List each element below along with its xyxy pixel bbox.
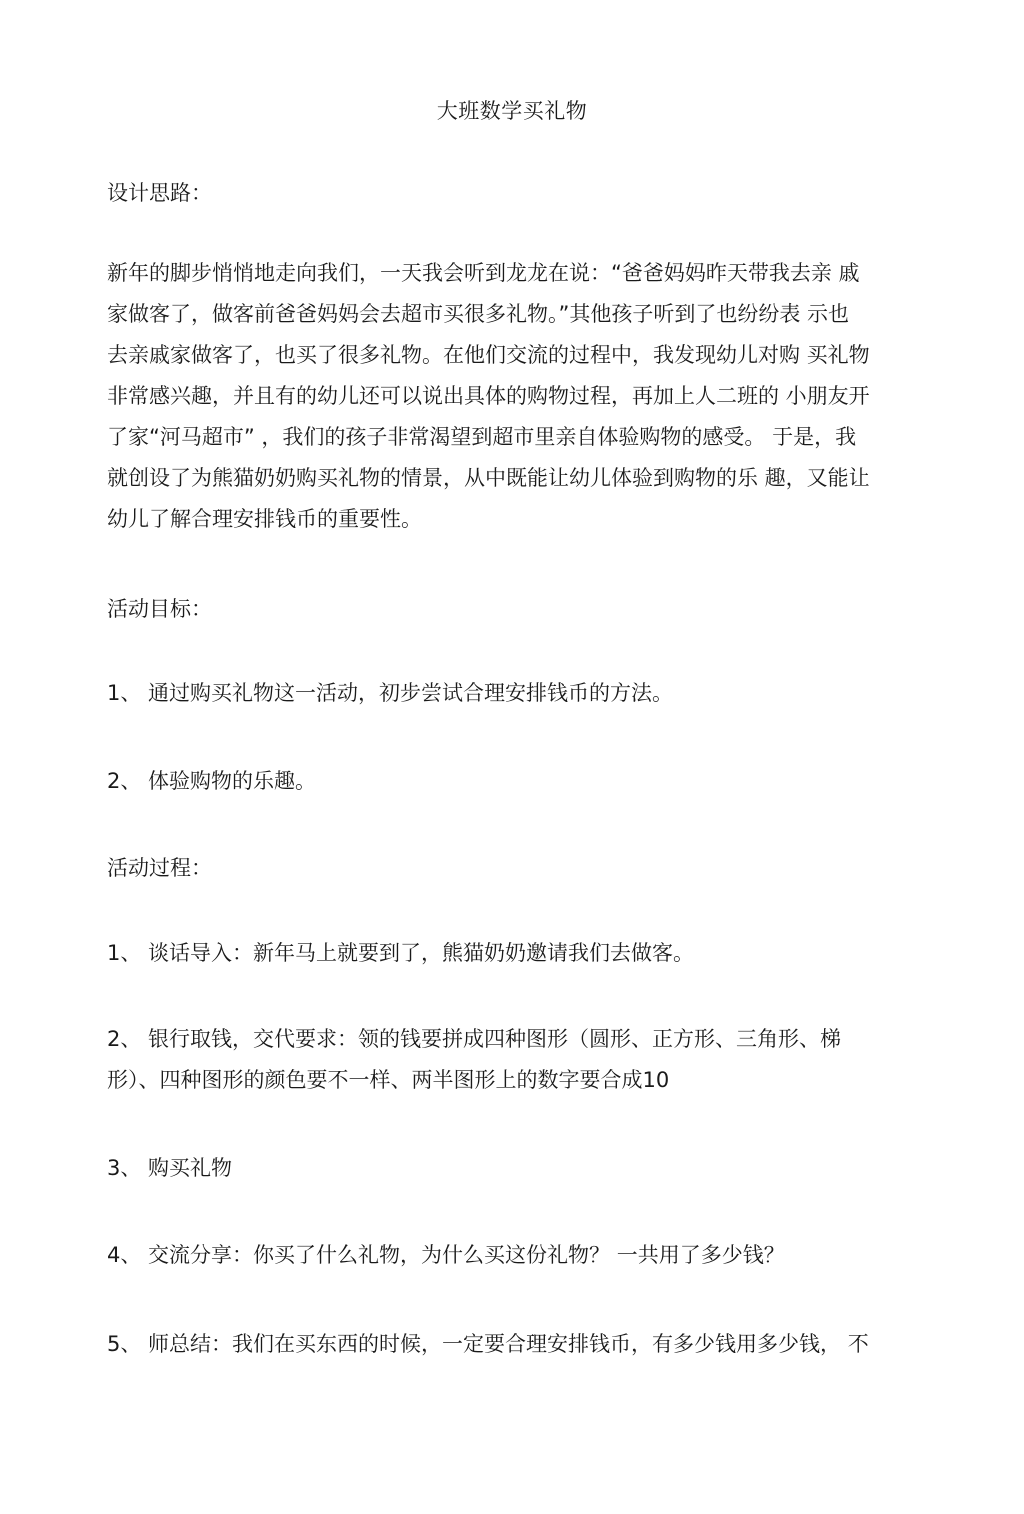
process-step-2 bbox=[107, 1024, 927, 1106]
paragraph-line: 去亲戚家做客了，也买了很多礼物。在他们交流的过程中，我发现幼儿对购 买礼物 bbox=[107, 343, 870, 367]
goal-item-1: 1、 通过购买礼物这一活动，初步尝试合理安排钱币的方法。 bbox=[107, 681, 674, 705]
paragraph-line: 新年的脚步悄悄地走向我们，一天我会听到龙龙在说：“爸爸妈妈昨天带我去亲 戚 bbox=[107, 261, 860, 285]
design-heading: 设计思路： bbox=[107, 181, 212, 205]
paragraph-line: 非常感兴趣，并且有的幼儿还可以说出具体的购物过程，再加上人二班的 小朋友开 bbox=[107, 384, 870, 408]
process-step-5: 5、 师总结：我们在买东西的时候，一定要合理安排钱币，有多少钱用多少钱， 不 bbox=[107, 1332, 869, 1356]
document-title: 大班数学买礼物 bbox=[436, 99, 588, 123]
goals-heading: 活动目标： bbox=[107, 597, 212, 621]
paragraph-line: 幼儿了解合理安排钱币的重要性。 bbox=[107, 507, 422, 531]
process-step-3: 3、 购买礼物 bbox=[107, 1156, 233, 1180]
process-step-1: 1、 谈话导入：新年马上就要到了，熊猫奶奶邀请我们去做客。 bbox=[107, 941, 695, 965]
design-paragraph bbox=[107, 258, 927, 545]
paragraph-line: 了家“河马超市” ，我们的孩子非常渴望到超市里亲自体验购物的感受。 于是，我 bbox=[107, 425, 857, 449]
step-2-line: 2、 银行取钱，交代要求：领的钱要拼成四种图形（圆形、正方形、三角形、梯 bbox=[107, 1027, 842, 1051]
step-2-line: 形）、四种图形的颜色要不一样、两半图形上的数字要合成10 bbox=[107, 1068, 670, 1092]
process-step-4: 4、 交流分享：你买了什么礼物，为什么买这份礼物？ 一共用了多少钱？ bbox=[107, 1243, 785, 1267]
process-heading: 活动过程： bbox=[107, 856, 212, 880]
paragraph-line: 就创设了为熊猫奶奶购买礼物的情景，从中既能让幼儿体验到购物的乐 趣，又能让 bbox=[107, 466, 870, 490]
paragraph-line: 家做客了，做客前爸爸妈妈会去超市买很多礼物。”其他孩子听到了也纷纷表 示也 bbox=[107, 302, 850, 326]
goal-item-2: 2、 体验购物的乐趣。 bbox=[107, 769, 317, 793]
